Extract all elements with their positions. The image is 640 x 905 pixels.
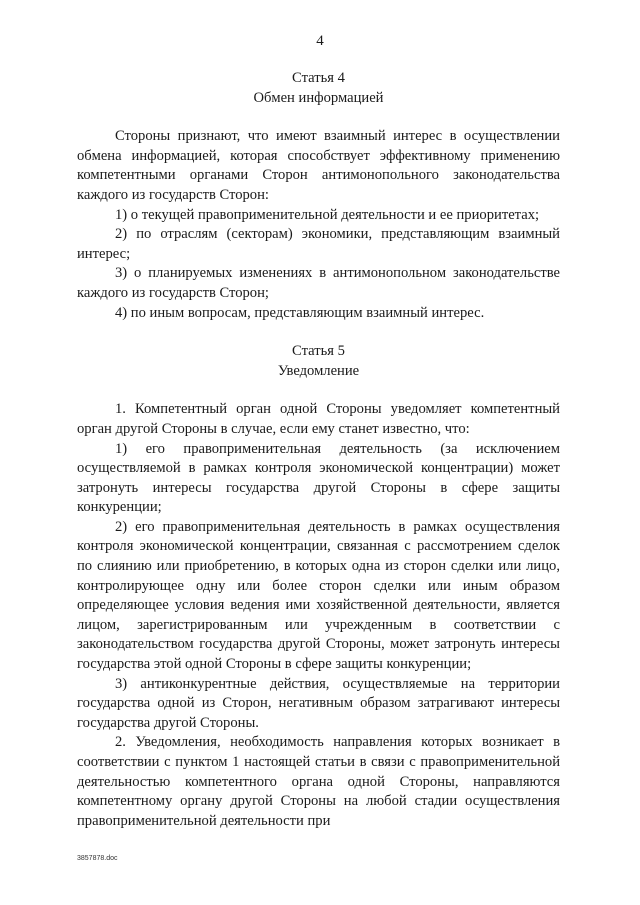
article-4-paragraph: 1) о текущей правоприменительной деятельности и ее приоритетах; [115,206,540,223]
article-4-number: Статья 4 [292,70,345,86]
article-5-heading [77,342,560,381]
article-5-paragraph: 1. Компетентный орган одной Стороны уведомляет компетентный орган другой Стороны в случае, если ему станет известно, что: [77,401,560,437]
article-4-paragraph: 2) по отраслям (секторам) экономики, представляющим взаимный интерес; [77,226,560,262]
article-4-heading [77,69,560,108]
article-5-paragraph: 3) антиконкурентные действия, осуществляемые на территории государства одной из Сторон, негативным образом затрагивают интересы государства другой Стороны. [77,675,560,731]
article-4-title: Обмен информацией [253,89,384,106]
document-body [77,69,560,831]
article-5-number: Статья 5 [292,343,345,360]
article-5-paragraph: 2) его правоприменительная деятельность в рамках осуществления контроля экономической концентрации, связанная с рассмотрением сделок по слиянию или приобретению, в которых одна из сторон сделки или лицо, контролирующее одну или более сторон сделки или иным образом определяющее условия ведения ими хозяйственной деятельности, является лицом, зарегистрированным или учрежденным в соответствии с законодательством государства другой Стороны, может затронуть интересы государства этой одной Стороны в сфере защиты конкуренции; [77,518,560,673]
article-4-paragraph: 4) по иным вопросам, представляющим взаимный интерес. [115,304,485,321]
file-reference: 3857878.doc [77,855,118,862]
article-5-text [77,400,560,831]
page-number: 4 [316,33,324,49]
article-4-paragraph: 3) о планируемых изменениях в антимонопольном законодательстве каждого из государств Сторон; [77,265,560,301]
article-4-text [77,127,560,323]
article-5-title: Уведомление [277,362,360,379]
article-5-paragraph: 2. Уведомления, необходимость направления которых возникает в соответствии с пунктом 1 настоящей статьи в связи с правоприменительной деятельностью компетентного органа одной Стороны, направляются компетентному органу другой Стороны на любой стадии осуществления правоприменительной деятельности при [77,734,560,829]
article-4-paragraph: Стороны признают, что имеют взаимный интерес в осуществлении обмена информацией, которая способствует эффективному применению компетентными органами Сторон антимонопольного законодательства каждого из государств Сторон: [77,128,560,203]
article-5-paragraph: 1) его правоприменительная деятельность (за исключением осуществляемой в рамках контроля экономической концентрации) может затронуть интересы государства другой Стороны в сфере защиты конкуренции; [77,440,560,516]
